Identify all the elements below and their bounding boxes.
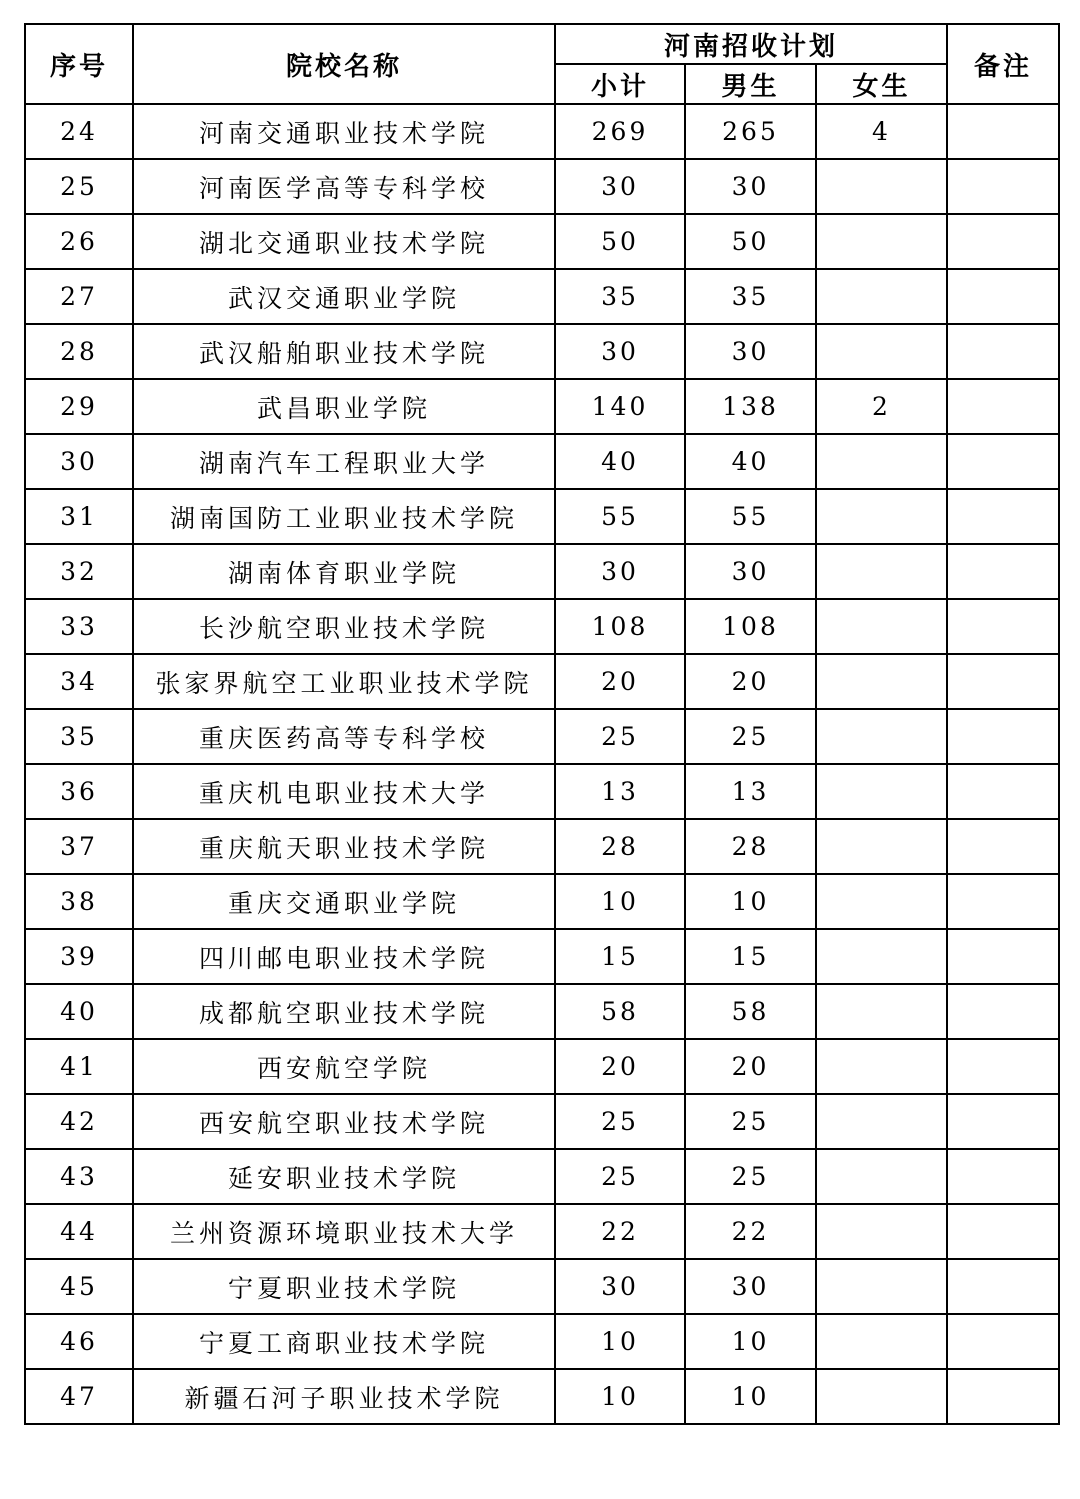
cell-subtotal: 13 — [555, 764, 685, 819]
table-row — [25, 1149, 1059, 1204]
cell-female — [816, 1204, 947, 1259]
cell-subtotal: 30 — [555, 1259, 685, 1314]
cell-school-name: 湖北交通职业技术学院 — [133, 214, 555, 269]
cell-female — [816, 324, 947, 379]
cell-seq: 32 — [25, 544, 133, 599]
cell-female — [816, 1039, 947, 1094]
table-row — [25, 1314, 1059, 1369]
cell-female — [816, 654, 947, 709]
cell-female — [816, 159, 947, 214]
cell-female — [816, 874, 947, 929]
cell-subtotal: 25 — [555, 709, 685, 764]
cell-seq: 44 — [25, 1204, 133, 1259]
cell-subtotal: 22 — [555, 1204, 685, 1259]
cell-school-name: 新疆石河子职业技术学院 — [133, 1369, 555, 1424]
cell-seq: 31 — [25, 489, 133, 544]
cell-subtotal: 30 — [555, 324, 685, 379]
cell-subtotal: 25 — [555, 1094, 685, 1149]
cell-school-name: 宁夏职业技术学院 — [133, 1259, 555, 1314]
cell-seq: 24 — [25, 104, 133, 159]
cell-remark — [947, 324, 1059, 379]
header-remark: 备注 — [947, 24, 1059, 104]
cell-male: 25 — [685, 1149, 816, 1204]
cell-male: 30 — [685, 544, 816, 599]
cell-seq: 30 — [25, 434, 133, 489]
table-row — [25, 104, 1059, 159]
cell-seq: 41 — [25, 1039, 133, 1094]
cell-seq: 36 — [25, 764, 133, 819]
cell-female — [816, 434, 947, 489]
cell-seq: 43 — [25, 1149, 133, 1204]
cell-male: 50 — [685, 214, 816, 269]
cell-subtotal: 35 — [555, 269, 685, 324]
table-row — [25, 269, 1059, 324]
cell-male: 30 — [685, 159, 816, 214]
table-row — [25, 1204, 1059, 1259]
cell-female — [816, 1259, 947, 1314]
cell-remark — [947, 1039, 1059, 1094]
cell-seq: 25 — [25, 159, 133, 214]
table-row — [25, 159, 1059, 214]
cell-subtotal: 140 — [555, 379, 685, 434]
cell-male: 138 — [685, 379, 816, 434]
header-female: 女生 — [816, 64, 947, 104]
cell-subtotal: 269 — [555, 104, 685, 159]
header-school-name: 院校名称 — [133, 24, 555, 104]
cell-school-name: 武汉交通职业学院 — [133, 269, 555, 324]
cell-school-name: 张家界航空工业职业技术学院 — [133, 654, 555, 709]
cell-male: 10 — [685, 1314, 816, 1369]
cell-seq: 34 — [25, 654, 133, 709]
cell-remark — [947, 379, 1059, 434]
cell-female — [816, 544, 947, 599]
cell-female — [816, 984, 947, 1039]
header-subtotal: 小计 — [555, 64, 685, 104]
cell-seq: 26 — [25, 214, 133, 269]
cell-female: 4 — [816, 104, 947, 159]
cell-school-name: 四川邮电职业技术学院 — [133, 929, 555, 984]
cell-female — [816, 709, 947, 764]
cell-remark — [947, 1094, 1059, 1149]
cell-remark — [947, 599, 1059, 654]
cell-school-name: 武汉船舶职业技术学院 — [133, 324, 555, 379]
cell-seq: 28 — [25, 324, 133, 379]
cell-female — [816, 1094, 947, 1149]
cell-seq: 33 — [25, 599, 133, 654]
cell-school-name: 重庆航天职业技术学院 — [133, 819, 555, 874]
cell-school-name: 湖南汽车工程职业大学 — [133, 434, 555, 489]
cell-female: 2 — [816, 379, 947, 434]
table-row — [25, 984, 1059, 1039]
table-row — [25, 1369, 1059, 1424]
cell-female — [816, 1149, 947, 1204]
cell-school-name: 兰州资源环境职业技术大学 — [133, 1204, 555, 1259]
table-row — [25, 1259, 1059, 1314]
cell-subtotal: 20 — [555, 654, 685, 709]
cell-school-name: 重庆交通职业学院 — [133, 874, 555, 929]
table-body — [25, 104, 1059, 1424]
cell-seq: 42 — [25, 1094, 133, 1149]
cell-female — [816, 1314, 947, 1369]
table-row — [25, 1094, 1059, 1149]
cell-subtotal: 10 — [555, 1314, 685, 1369]
cell-seq: 27 — [25, 269, 133, 324]
cell-school-name: 湖南体育职业学院 — [133, 544, 555, 599]
cell-female — [816, 489, 947, 544]
table-row — [25, 379, 1059, 434]
cell-seq: 39 — [25, 929, 133, 984]
cell-seq: 47 — [25, 1369, 133, 1424]
table-row — [25, 764, 1059, 819]
cell-male: 58 — [685, 984, 816, 1039]
cell-male: 35 — [685, 269, 816, 324]
cell-remark — [947, 819, 1059, 874]
cell-school-name: 长沙航空职业技术学院 — [133, 599, 555, 654]
cell-school-name: 延安职业技术学院 — [133, 1149, 555, 1204]
cell-remark — [947, 214, 1059, 269]
cell-subtotal: 108 — [555, 599, 685, 654]
cell-female — [816, 929, 947, 984]
cell-female — [816, 764, 947, 819]
cell-male: 108 — [685, 599, 816, 654]
cell-remark — [947, 104, 1059, 159]
cell-remark — [947, 269, 1059, 324]
table-header — [25, 24, 1059, 104]
cell-remark — [947, 159, 1059, 214]
cell-subtotal: 10 — [555, 1369, 685, 1424]
table-row — [25, 1039, 1059, 1094]
cell-female — [816, 1369, 947, 1424]
cell-male: 22 — [685, 1204, 816, 1259]
table-row — [25, 489, 1059, 544]
table-row — [25, 599, 1059, 654]
cell-subtotal: 40 — [555, 434, 685, 489]
cell-school-name: 重庆医药高等专科学校 — [133, 709, 555, 764]
cell-school-name: 西安航空职业技术学院 — [133, 1094, 555, 1149]
cell-remark — [947, 489, 1059, 544]
cell-school-name: 宁夏工商职业技术学院 — [133, 1314, 555, 1369]
cell-remark — [947, 1369, 1059, 1424]
cell-remark — [947, 764, 1059, 819]
cell-subtotal: 10 — [555, 874, 685, 929]
enrollment-plan-table — [24, 23, 1060, 1425]
cell-male: 40 — [685, 434, 816, 489]
cell-male: 30 — [685, 1259, 816, 1314]
cell-seq: 45 — [25, 1259, 133, 1314]
cell-female — [816, 214, 947, 269]
cell-remark — [947, 874, 1059, 929]
cell-male: 10 — [685, 1369, 816, 1424]
cell-male: 25 — [685, 1094, 816, 1149]
cell-male: 13 — [685, 764, 816, 819]
cell-remark — [947, 1314, 1059, 1369]
table-row — [25, 819, 1059, 874]
cell-male: 28 — [685, 819, 816, 874]
cell-male: 10 — [685, 874, 816, 929]
cell-female — [816, 819, 947, 874]
header-henan-plan: 河南招收计划 — [555, 24, 947, 64]
cell-school-name: 河南交通职业技术学院 — [133, 104, 555, 159]
cell-remark — [947, 984, 1059, 1039]
cell-seq: 46 — [25, 1314, 133, 1369]
cell-seq: 29 — [25, 379, 133, 434]
table-row — [25, 929, 1059, 984]
table-row — [25, 324, 1059, 379]
cell-remark — [947, 1149, 1059, 1204]
cell-subtotal: 28 — [555, 819, 685, 874]
cell-school-name: 重庆机电职业技术大学 — [133, 764, 555, 819]
cell-subtotal: 20 — [555, 1039, 685, 1094]
cell-male: 25 — [685, 709, 816, 764]
cell-remark — [947, 1204, 1059, 1259]
cell-seq: 40 — [25, 984, 133, 1039]
cell-subtotal: 58 — [555, 984, 685, 1039]
cell-remark — [947, 709, 1059, 764]
table-row — [25, 874, 1059, 929]
table-row — [25, 709, 1059, 764]
table-row — [25, 214, 1059, 269]
cell-school-name: 湖南国防工业职业技术学院 — [133, 489, 555, 544]
cell-male: 265 — [685, 104, 816, 159]
cell-school-name: 河南医学高等专科学校 — [133, 159, 555, 214]
cell-remark — [947, 1259, 1059, 1314]
cell-seq: 38 — [25, 874, 133, 929]
cell-male: 15 — [685, 929, 816, 984]
cell-male: 55 — [685, 489, 816, 544]
cell-subtotal: 15 — [555, 929, 685, 984]
cell-male: 30 — [685, 324, 816, 379]
cell-school-name: 成都航空职业技术学院 — [133, 984, 555, 1039]
header-seq: 序号 — [25, 24, 133, 104]
table-row — [25, 434, 1059, 489]
cell-subtotal: 30 — [555, 544, 685, 599]
cell-female — [816, 269, 947, 324]
cell-subtotal: 50 — [555, 214, 685, 269]
cell-seq: 37 — [25, 819, 133, 874]
cell-remark — [947, 434, 1059, 489]
cell-subtotal: 30 — [555, 159, 685, 214]
cell-remark — [947, 654, 1059, 709]
header-male: 男生 — [685, 64, 816, 104]
cell-remark — [947, 929, 1059, 984]
cell-male: 20 — [685, 654, 816, 709]
cell-school-name: 武昌职业学院 — [133, 379, 555, 434]
cell-male: 20 — [685, 1039, 816, 1094]
table-row — [25, 544, 1059, 599]
cell-remark — [947, 544, 1059, 599]
cell-female — [816, 599, 947, 654]
table-row — [25, 654, 1059, 709]
cell-subtotal: 55 — [555, 489, 685, 544]
cell-school-name: 西安航空学院 — [133, 1039, 555, 1094]
cell-seq: 35 — [25, 709, 133, 764]
cell-subtotal: 25 — [555, 1149, 685, 1204]
